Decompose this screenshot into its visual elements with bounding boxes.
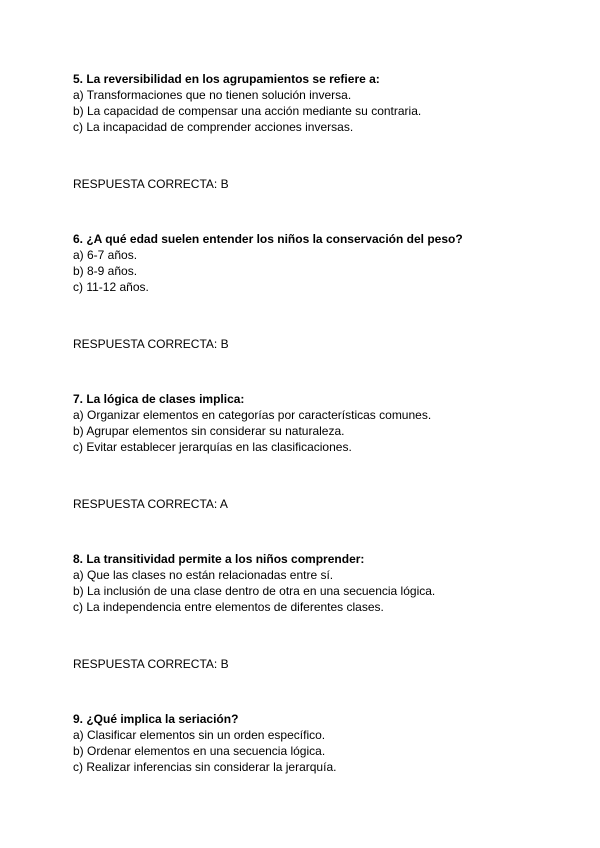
option-a: a) Organizar elementos en categorías por características comunes. [73,408,432,422]
question-block-6 [73,231,543,295]
option-c: c) Evitar establecer jerarquías en las clasificaciones. [73,440,352,454]
correct-answer: RESPUESTA CORRECTA: B [73,657,229,671]
option-b: b) Agrupar elementos sin considerar su naturaleza. [73,424,345,438]
option-b: b) La capacidad de compensar una acción mediante su contraria. [73,104,422,118]
option-b: b) 8-9 años. [73,264,138,278]
option-c: c) 11-12 años. [73,280,149,294]
question-text: 7. La lógica de clases implica: [73,392,245,406]
option-a: a) Que las clases no están relacionadas entre sí. [73,568,334,582]
question-text: 9. ¿Qué implica la seriación? [73,712,239,726]
option-a: a) Transformaciones que no tienen solución inversa. [73,88,352,102]
correct-answer: RESPUESTA CORRECTA: B [73,177,229,191]
option-c: c) Realizar inferencias sin considerar la jerarquía. [73,760,337,774]
question-block-5 [73,71,543,135]
question-text: 8. La transitividad permite a los niños comprender: [73,552,365,566]
option-b: b) La inclusión de una clase dentro de otra en una secuencia lógica. [73,584,436,598]
question-block-7 [73,391,543,455]
option-b: b) Ordenar elementos en una secuencia lógica. [73,744,326,758]
option-a: a) 6-7 años. [73,248,138,262]
question-block-8 [73,551,543,615]
option-c: c) La incapacidad de comprender acciones inversas. [73,120,354,134]
correct-answer: RESPUESTA CORRECTA: B [73,337,229,351]
option-c: c) La independencia entre elementos de diferentes clases. [73,600,384,614]
question-text: 5. La reversibilidad en los agrupamientos se refiere a: [73,72,380,86]
option-a: a) Clasificar elementos sin un orden específico. [73,728,326,742]
question-block-9 [73,711,543,775]
question-text: 6. ¿A qué edad suelen entender los niños la conservación del peso? [73,232,463,246]
correct-answer: RESPUESTA CORRECTA: A [73,497,228,511]
